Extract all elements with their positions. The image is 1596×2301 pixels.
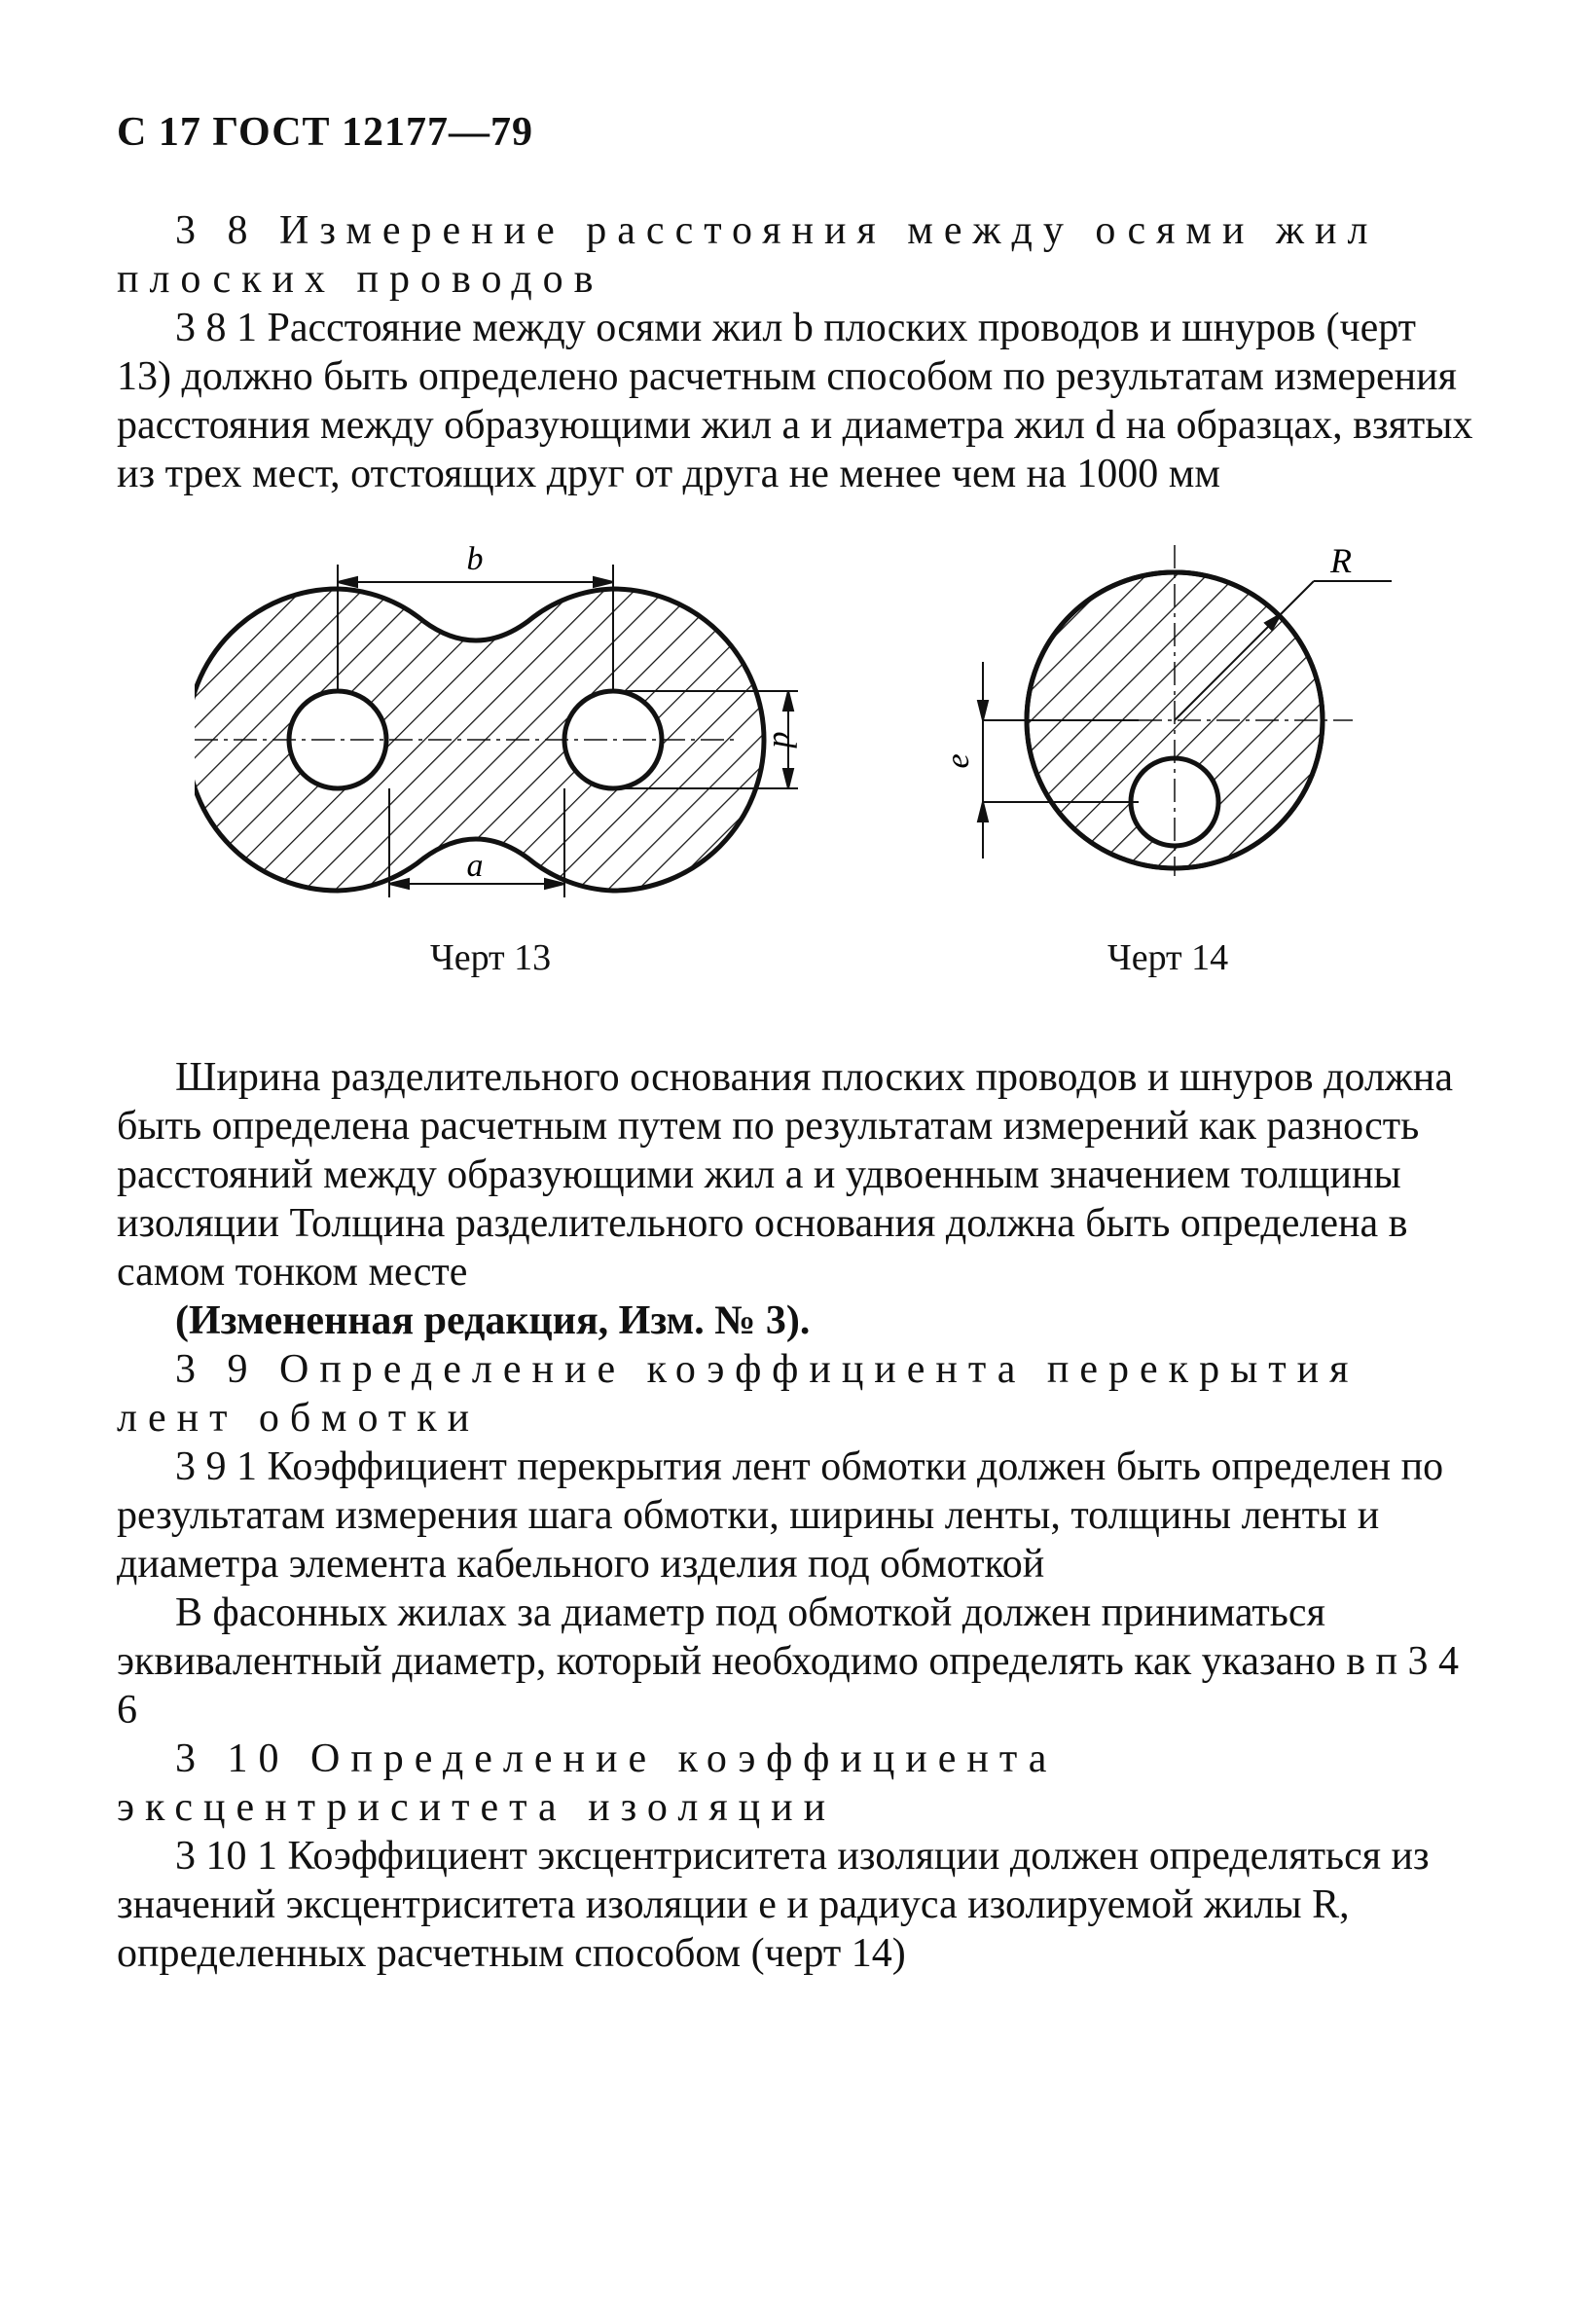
section-title-3-9: 3 9 Определение коэффициента перекрытия лент обмотки xyxy=(117,1347,1360,1441)
section-title-3-8: 3 8 Измерение расстояния между осями жил плоских проводов xyxy=(117,208,1379,302)
fig14-label-e: e xyxy=(940,753,976,769)
amendment-note: (Измененная редакция, Изм. № 3). xyxy=(175,1298,811,1343)
section-3-8 xyxy=(117,206,1479,498)
figure-13-flat-wire xyxy=(195,541,837,934)
fig13-label-d: d xyxy=(766,731,802,749)
fig14-label-R: R xyxy=(1330,541,1352,580)
paragraph-3-9-1: 3 9 1 Коэффициент перекрытия лент обмотки должен быть определен по результатам измерения шага обмотки, ширины ленты, толщины ленты и диаметра элемента кабельного изделия под обмоткой xyxy=(117,1444,1444,1587)
fig13-caption: Черт 13 xyxy=(430,937,552,978)
page-header: С 17 ГОСТ 12177—79 xyxy=(117,110,534,155)
paragraph-separator-width: Ширина разделительного основания плоских проводов и шнуров должна быть определена расчетным путем по результатам измерений как разность расстояний между образующими жил a и удвоенным значением толщины изоляции Толщина разделительного основания должна быть определена в самом тонком месте xyxy=(117,1055,1454,1295)
figure-14-eccentric-wire xyxy=(940,541,1421,876)
fig14-caption: Черт 14 xyxy=(1107,937,1229,978)
paragraph-3-10-1: 3 10 1 Коэффициент эксцентриситета изоляции должен определяться из значений эксцентриситета изоляции e и радиуса изолируемой жилы R, определенных расчетным способом (черт 14) xyxy=(117,1834,1430,1976)
paragraph-shaped-cores: В фасонных жилах за диаметр под обмоткой должен приниматься эквивалентный диаметр, который необходимо определять как указано в п 3 4 6 xyxy=(117,1590,1460,1733)
fig13-label-a: a xyxy=(466,848,484,884)
fig13-label-b: b xyxy=(466,541,484,577)
section-title-3-10: 3 10 Определение коэффициента эксцентриситета изоляции xyxy=(117,1736,1058,1830)
paragraph-3-8-1: 3 8 1 Расстояние между осями жил b плоских проводов и шнуров (черт 13) должно быть определено расчетным способом по результатам измерения расстояния между образующими жил a и диаметра жил d на образцах, взятых из трех мест, отстоящих друг от друга не менее чем на 1000 мм xyxy=(117,306,1473,496)
text-after-figures xyxy=(117,1053,1479,1978)
